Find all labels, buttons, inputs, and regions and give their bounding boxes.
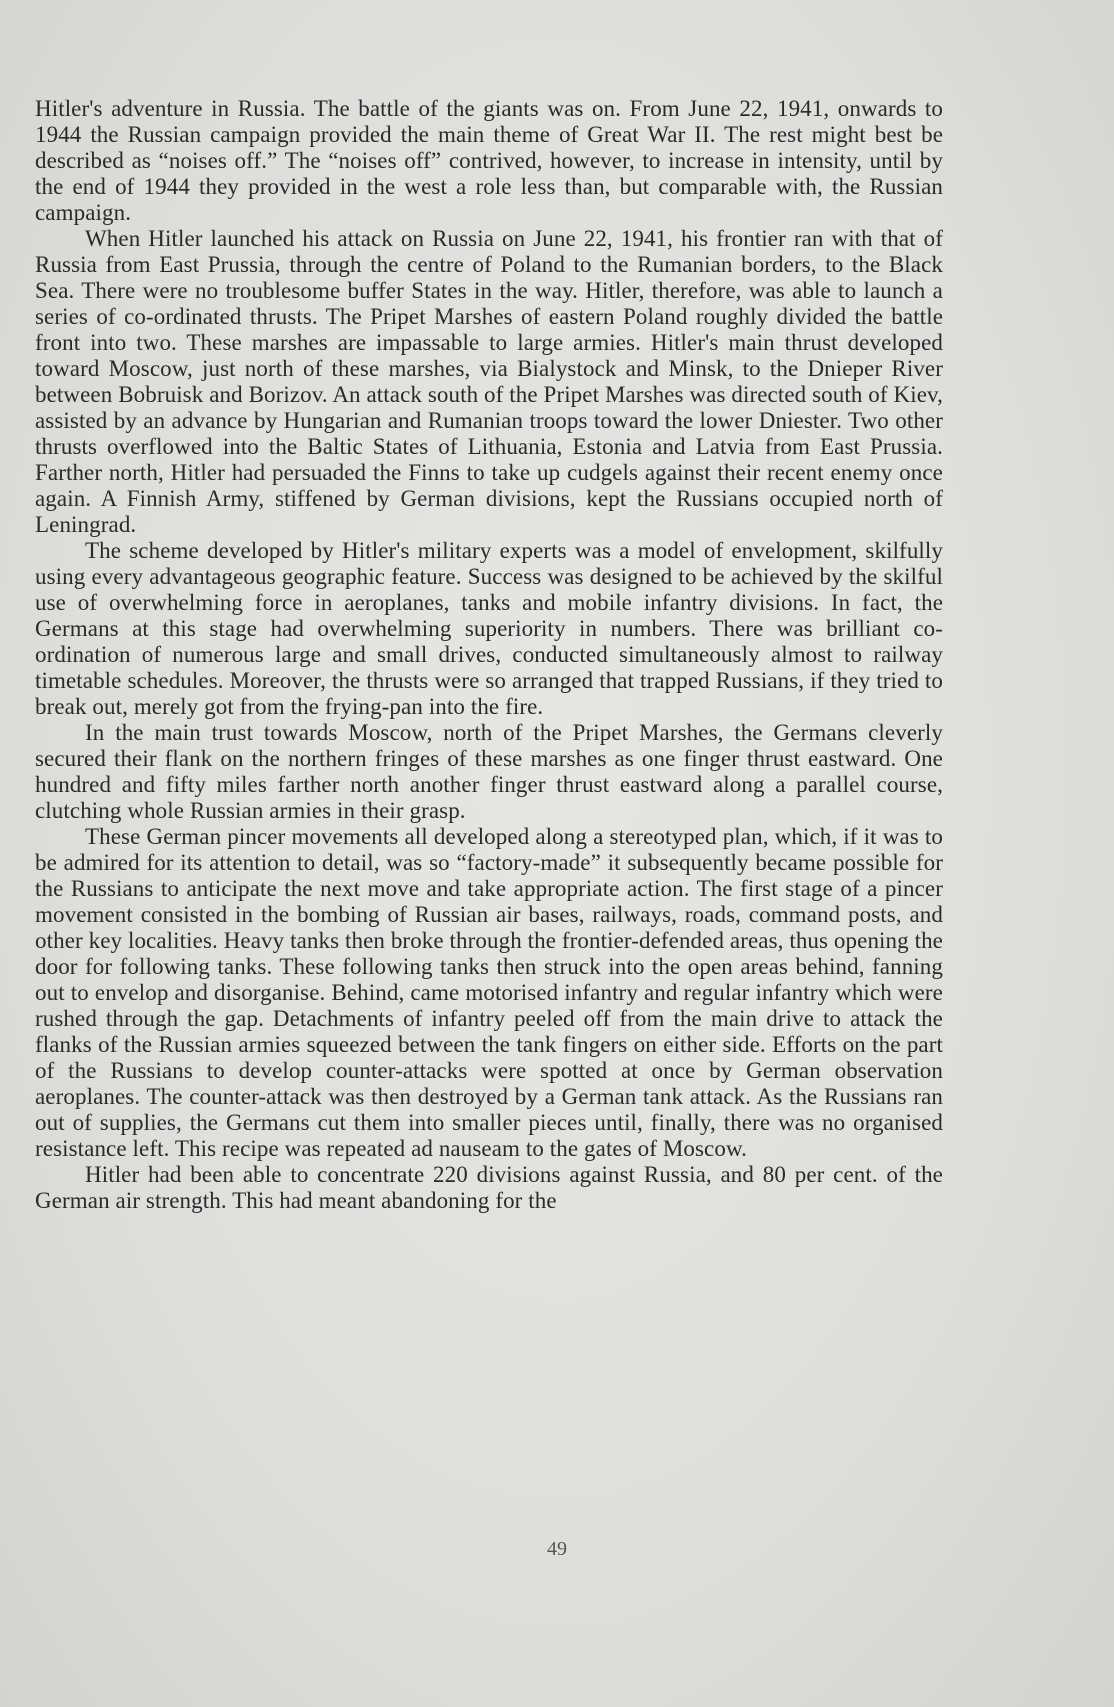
paragraph-6: Hitler had been able to concentrate 220 divisions against Russia, and 80 per cent. of the German air strength. This had meant abandoning for the xyxy=(35,1162,943,1213)
paragraph-5: These German pincer movements all developed along a stereotyped plan, which, if it was to be admired for its attention to detail, was so “factory-made” it subsequently became possible for the Russians to anticipate the next move and take appropriate action. The first stage of a pincer movement consisted in the bombing of Russian air bases, railways, roads, command posts, and other key localities. Heavy tanks then broke through the frontier-defended areas, thus opening the door for following tanks. These following tanks then struck into the open areas behind, fanning out to envelop and disorganise. Behind, came motorised infantry and regular infantry which were rushed through the gap. Detachments of infantry peeled off from the main drive to attack the flanks of the Russian armies squeezed between the tank fingers on either side. Efforts on the part of the Russians to develop counter-attacks were spotted at once by German observation aeroplanes. The counter-attack was then destroyed by a German tank attack. As the Russians ran out of supplies, the Germans cut them into smaller pieces until, finally, there was no organised resistance left. This recipe was repeated ad nauseam to the gates of Moscow. xyxy=(35,824,943,1161)
paragraph-1: Hitler's adventure in Russia. The battle of the giants was on. From June 22, 1941, onwards to 1944 the Russian campaign provided the main theme of Great War II. The rest might best be described as “noises off.” The “noises off” contrived, however, to increase in intensity, until by the end of 1944 they provided in the west a role less than, but comparable with, the Russian campaign. xyxy=(35,96,943,225)
page-number: 49 xyxy=(547,1538,567,1560)
body-text xyxy=(35,96,943,1214)
paragraph-3: The scheme developed by Hitler's military experts was a model of envelopment, skilfully using every advantageous geographic feature. Success was designed to be achieved by the skilful use of overwhelming force in aeroplanes, tanks and mobile infantry divisions. In fact, the Germans at this stage had overwhelming superiority in numbers. There was brilliant co-ordination of numerous large and small drives, conducted simultaneously almost to railway timetable schedules. Moreover, the thrusts were so arranged that trapped Russians, if they tried to break out, merely got from the frying-pan into the fire. xyxy=(35,538,943,719)
paragraph-2: When Hitler launched his attack on Russia on June 22, 1941, his frontier ran with that of Russia from East Prussia, through the centre of Poland to the Rumanian borders, to the Black Sea. There were no troublesome buffer States in the way. Hitler, therefore, was able to launch a series of co-ordinated thrusts. The Pripet Marshes of eastern Poland roughly divided the battle front into two. These marshes are impassable to large armies. Hitler's main thrust developed toward Moscow, just north of these marshes, via Bialystock and Minsk, to the Dnieper River between Bobruisk and Borizov. An attack south of the Pripet Marshes was directed south of Kiev, assisted by an advance by Hungarian and Rumanian troops toward the lower Dniester. Two other thrusts overflowed into the Baltic States of Lithuania, Estonia and Latvia from East Prussia. Farther north, Hitler had persuaded the Finns to take up cudgels against their recent enemy once again. A Finnish Army, stiffened by German divisions, kept the Russians occupied north of Leningrad. xyxy=(35,226,943,537)
paragraph-4: In the main trust towards Moscow, north of the Pripet Marshes, the Germans cleverly secured their flank on the northern fringes of these marshes as one finger thrust eastward. One hundred and fifty miles farther north another finger thrust eastward along a parallel course, clutching whole Russian armies in their grasp. xyxy=(35,720,943,823)
